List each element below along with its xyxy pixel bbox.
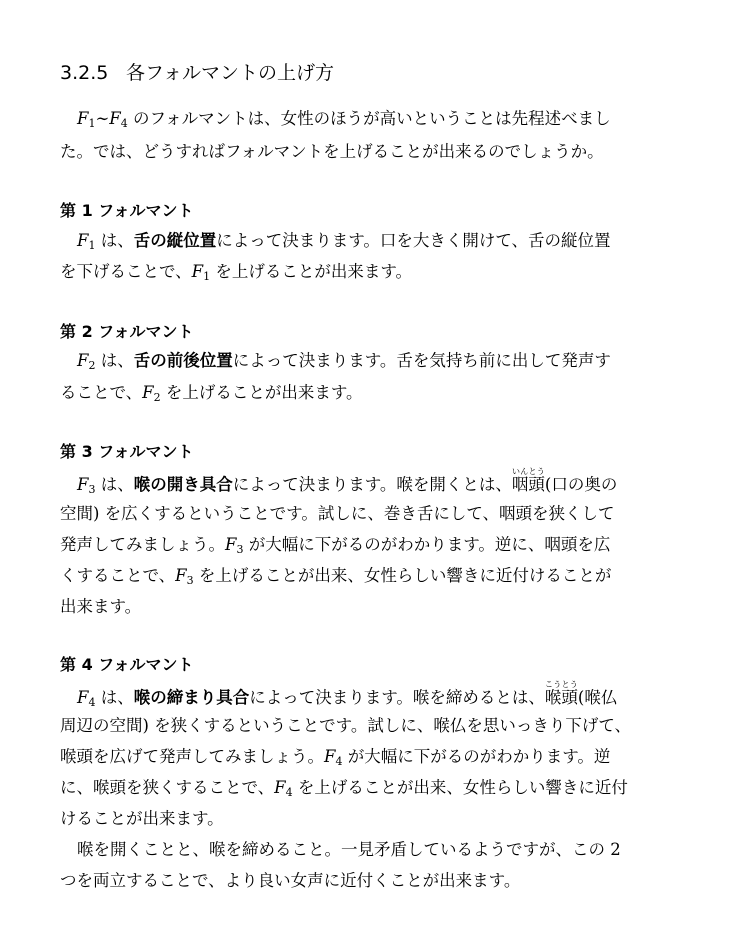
f3-line-5: 出来ます。 xyxy=(60,597,142,616)
f2-line-2: ることで、$F_2$ を上げることが出来ます。 xyxy=(60,383,363,404)
f4-line-1: $F_4$ は、喉の締まり具合によって決まります。喉を締めるとは、喉頭こうとう(喉仏 xyxy=(77,680,618,709)
f3-line-3: 発声してみましょう。$F_3$ が大幅に下がるのがわかります。逆に、咽頭を広 xyxy=(60,535,611,556)
intro-line-1: $F_1\sim F_4$ のフォルマントは、女性のほうが高いということは先程述べまし xyxy=(77,109,611,130)
section-number: 3.2.5 xyxy=(60,62,109,84)
section-title xyxy=(60,56,334,90)
emphasis-text: 舌の縦位置 xyxy=(133,231,217,250)
tilde: ∼ xyxy=(95,109,110,128)
variable-f4: $F_4$ xyxy=(109,109,128,130)
emphasis-text: 喉の締まり具合 xyxy=(133,688,250,707)
closing-line-1: 喉を開くことと、喉を締めること。一見矛盾しているようですが、この 2 xyxy=(77,840,621,859)
variable-f2: $F_2$ xyxy=(77,351,96,372)
heading-formant-4: 第 4 フォルマント xyxy=(60,655,194,674)
f4-line-3: 喉頭を広げて発声してみましょう。$F_4$ が大幅に下がるのがわかります。逆 xyxy=(60,747,611,768)
f1-line-2: を下げることで、$F_1$ を上げることが出来ます。 xyxy=(60,262,413,283)
emphasis-text: 舌の前後位置 xyxy=(133,351,233,370)
variable-f1: $F_1$ xyxy=(191,262,211,283)
closing-line-2: つを両立することで、より良い女声に近付くことが出来ます。 xyxy=(60,871,521,890)
variable-f2: $F_2$ xyxy=(142,383,161,404)
variable-f1: $F_1$ xyxy=(77,231,96,252)
intro-line-2: た。では、どうすればフォルマントを上げることが出来るのでしょうか。 xyxy=(60,142,604,161)
f4-line-5: けることが出来ます。 xyxy=(60,809,224,828)
ruby-annotation: 咽頭いんとう xyxy=(511,467,545,494)
variable-f4: $F_4$ xyxy=(77,688,96,709)
variable-f1: $F_1$ xyxy=(77,109,96,130)
f3-line-4: くすることで、$F_3$ を上げることが出来、女性らしい響きに近付けることが xyxy=(60,566,612,587)
heading-formant-2: 第 2 フォルマント xyxy=(60,322,194,341)
variable-f4: $F_4$ xyxy=(324,747,343,768)
f3-line-2: 空間) を広くするということです。試しに、巻き舌にして、咽頭を狭くして xyxy=(60,504,615,523)
heading-formant-3: 第 3 フォルマント xyxy=(60,442,194,461)
f4-line-2: 周辺の空間) を狭くするということです。試しに、喉仏を思いっきり下げて、 xyxy=(60,716,632,735)
variable-f3: $F_3$ xyxy=(225,535,244,556)
f1-line-1: $F_1$ は、舌の縦位置によって決まります。口を大きく開けて、舌の縦位置 xyxy=(77,231,611,252)
f2-line-1: $F_2$ は、舌の前後位置によって決まります。舌を気持ち前に出して発声す xyxy=(77,351,611,372)
variable-f3: $F_3$ xyxy=(175,566,194,587)
variable-f3: $F_3$ xyxy=(77,475,96,496)
variable-f4: $F_4$ xyxy=(274,778,293,799)
f3-line-1: $F_3$ は、喉の開き具合によって決まります。喉を開くとは、咽頭いんとう(口の奥の xyxy=(77,467,618,496)
ruby-annotation: 喉頭こうとう xyxy=(544,680,578,707)
emphasis-text: 喉の開き具合 xyxy=(133,475,233,494)
f4-line-4: に、喉頭を狭くすることで、$F_4$ を上げることが出来、女性らしい響きに近付 xyxy=(60,778,628,799)
heading-formant-1: 第 1 フォルマント xyxy=(60,201,194,220)
section-title-text: 各フォルマントの上げ方 xyxy=(126,62,335,84)
